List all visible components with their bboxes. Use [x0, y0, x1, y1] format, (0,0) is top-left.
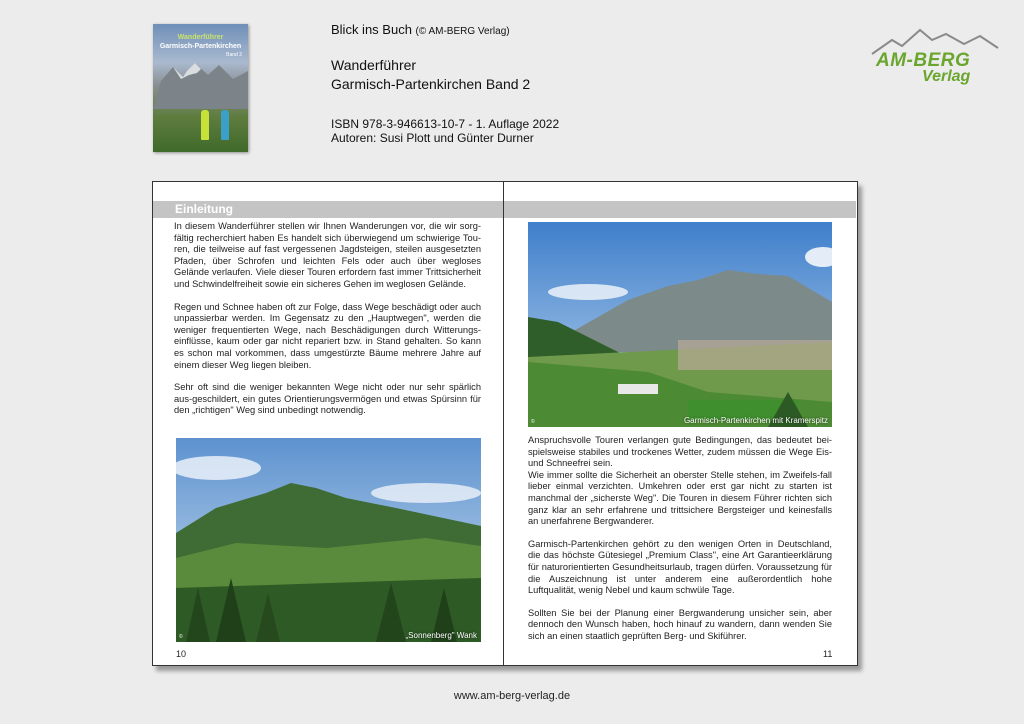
- cover-hiker-2: [221, 110, 229, 140]
- cover-kicker: Wanderführer: [177, 34, 224, 41]
- right-photo-landscape: [528, 222, 832, 427]
- logo-main-text: AM-BERG: [876, 50, 971, 71]
- left-paragraph-2: Regen und Schnee haben oft zur Folge, dass Wege beschädigt oder auch unpassierbar werden. Im Gegensatz zu den „Hauptwegen", werden die weniger frequentierten Wege, nach Beschädigungen durch Witterungs-einflüsse, kaum oder gar nicht repariert bzw. in Stand gehalten. So kann es schon mal vorkommen, dass umgestürzte Bäume mehrere Jahre auf einem dieser Weg liegen bleiben.: [174, 301, 481, 370]
- page-number-left: 10: [176, 649, 187, 659]
- header-title: Blick ins Buch: [331, 22, 412, 37]
- right-photo: [528, 222, 832, 427]
- right-page-text: [528, 435, 832, 654]
- section-header-bar-right: [504, 201, 856, 218]
- page-number-right: 11: [823, 649, 833, 659]
- book-title-2: Garmisch-Partenkirchen Band 2: [331, 76, 531, 92]
- authors-line: Autoren: Susi Plott und Günter Durner: [331, 131, 534, 145]
- left-photo: [176, 438, 481, 642]
- header-copyright: (© AM-BERG Verlag): [415, 26, 510, 37]
- isbn-line: ISBN 978-3-946613-10-7 - 1. Auflage 2022: [331, 117, 560, 131]
- left-paragraph-1: In diesem Wanderführer stellen wir Ihnen Wanderungen vor, die wir sorg-fältig recherchiert haben Es handelt sich überwiegend um schwierige Tou-ren, die teilweise auf fast vergessenen Jagdsteigen, steilen ausgesetzten Pfaden, über Schrofen und leichten Fels oder auch über wegloses Gelände verlaufen. Viele dieser Touren erfordern fast immer Trittsicherheit und Schwindelfreiheit sowie ein sicheres Gehen im weglosen Gelände.: [174, 221, 481, 289]
- left-photo-caption: „Sonnenberg" Wank: [405, 631, 477, 640]
- right-paragraph-3: Garmisch-Partenkirchen gehört zu den wenigen Orten in Deutschland, die das höchste Gütesiegel „Premium Class", eine Art Garantieerklärung für naturorientierten Gesundheitsurlaub, tragen dürfen. Voraussetzung für die Auszeichnung ist unter anderem eine außerordentlich hohe Luftqualität, wenig Nebel und kaum schwüle Tage.: [528, 538, 832, 596]
- right-paragraph-4: Sollten Sie bei der Planung einer Bergwanderung unsicher sein, aber dennoch den Wunsch haben, hoch hinauf zu wandern, dann wenden Sie sich an einen staatlich geprüften Berg- und Skiführer.: [528, 607, 832, 641]
- section-title: Einleitung: [175, 202, 233, 216]
- right-photo-caption: Garmisch-Partenkirchen mit Kramerspitz: [683, 416, 828, 425]
- right-paragraph-1: Anspruchsvolle Touren verlangen gute Bedingungen, das bedeutet bei-spielsweise stabiles und trockenes Wetter, zudem müssen die Wege Eis- und Schneefrei sein.: [528, 435, 832, 469]
- right-photo-credit: ©: [531, 419, 535, 425]
- cover-mountain-graphic: [153, 59, 248, 109]
- book-gutter: [503, 181, 504, 666]
- book-cover-image: [153, 24, 248, 152]
- logo-sub-text: Verlag: [922, 68, 971, 85]
- cover-hiker-1: [201, 110, 209, 140]
- section-header-bar: [153, 201, 503, 218]
- left-page-text: [174, 221, 481, 428]
- right-paragraph-2: Wie immer sollte die Sicherheit an oberster Stelle stehen, im Zweifels-fall lieber einmal verzichten. Umkehren oder erst gar nicht zu starten ist manchmal der „sicherste Weg". Die Touren in diesem Führer richten sich ganz klar an sehr erfahrene und trittsichere Bergsteiger und keinesfalls an unerfahrene Bergwanderer.: [528, 469, 832, 527]
- cover-title: Garmisch-Partenkirchen: [159, 43, 242, 50]
- left-photo-landscape: [176, 438, 481, 642]
- publisher-logo: [870, 26, 1000, 90]
- left-photo-credit: ©: [179, 634, 183, 640]
- left-paragraph-3: Sehr oft sind die weniger bekannten Wege nicht oder nur sehr spärlich aus-geschildert, ein gutes Orientierungsvermögen und etwas Spürsinn für den „richtigen" Weg sind unbedingt notwendig.: [174, 382, 481, 416]
- header-title-line: [331, 22, 510, 37]
- book-title-1: Wanderführer: [331, 57, 417, 73]
- footer-url[interactable]: www.am-berg-verlag.de: [453, 690, 571, 702]
- cover-band: Band 2: [226, 52, 242, 58]
